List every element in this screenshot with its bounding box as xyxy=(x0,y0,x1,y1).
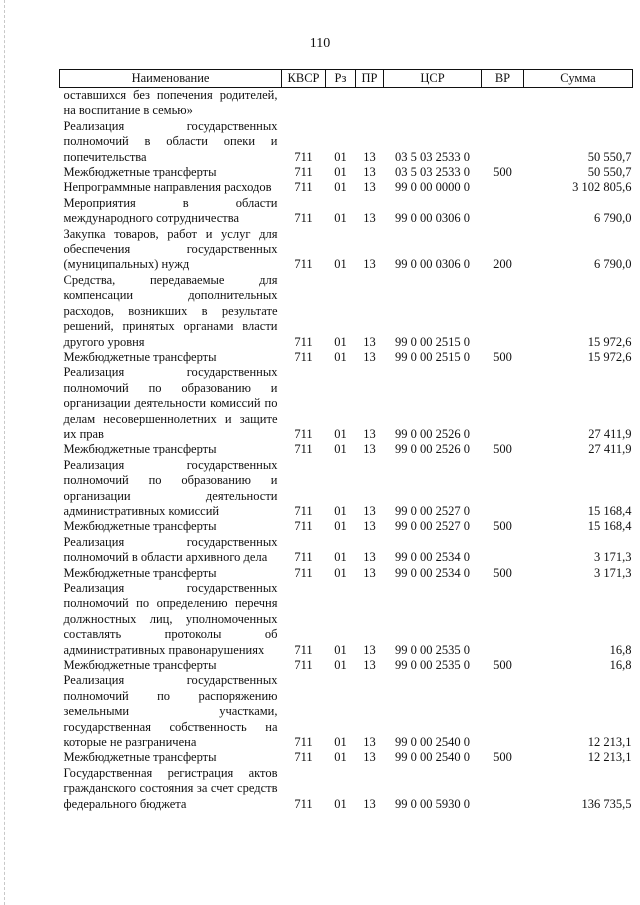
cell-csr: 99 0 00 2527 0 xyxy=(395,503,470,518)
cell-kvsr: 711 xyxy=(294,180,313,195)
cell-csr: 03 5 03 2533 0 xyxy=(395,165,470,180)
cell-vr xyxy=(482,119,524,165)
cell-vr: 500 xyxy=(493,165,512,180)
cell-name: Закупка товаров, работ и услуг для обеспечения государственных (муниципальных) нужд xyxy=(63,226,278,272)
cell-vr: 500 xyxy=(493,658,512,673)
cell-csr: 99 0 00 2527 0 xyxy=(395,519,470,534)
header-vr: ВР xyxy=(482,70,524,88)
cell-kvsr: 711 xyxy=(294,442,313,457)
cell-kvsr: 711 xyxy=(294,565,313,580)
cell-sum: 12 213,1 xyxy=(587,735,632,750)
cell-kvsr: 711 xyxy=(294,796,313,811)
cell-name: Межбюджетные трансферты xyxy=(63,349,217,364)
cell-pr: 13 xyxy=(363,180,376,195)
cell-csr: 99 0 00 2540 0 xyxy=(395,750,470,765)
cell-name: Межбюджетные трансферты xyxy=(63,750,217,765)
cell-sum: 50 550,7 xyxy=(587,165,632,180)
cell-csr: 99 0 00 0306 0 xyxy=(395,257,470,272)
cell-kvsr: 711 xyxy=(294,658,313,673)
cell-sum: 50 550,7 xyxy=(587,149,632,164)
cell-rz: 01 xyxy=(334,565,347,580)
cell-pr: 13 xyxy=(363,211,376,226)
cell-vr: 500 xyxy=(493,442,512,457)
table-row xyxy=(60,673,633,750)
cell-vr: 500 xyxy=(493,565,512,580)
cell-sum: 27 411,9 xyxy=(588,426,632,441)
table-row xyxy=(60,442,633,457)
table-header-row xyxy=(60,70,633,88)
cell-name: Межбюджетные трансферты xyxy=(63,658,217,673)
page-number: 110 xyxy=(309,36,331,51)
cell-sum: 27 411,9 xyxy=(588,442,632,457)
cell-rz: 01 xyxy=(334,750,347,765)
cell-sum: 6 790,0 xyxy=(594,257,632,272)
cell-kvsr: 711 xyxy=(294,165,313,180)
cell-csr: 99 0 00 0000 0 xyxy=(395,180,470,195)
cell-pr: 13 xyxy=(363,503,376,518)
cell-rz: 01 xyxy=(334,550,347,565)
cell-sum: 3 171,3 xyxy=(594,565,632,580)
cell-sum xyxy=(524,88,633,119)
cell-kvsr xyxy=(282,88,326,119)
table-row xyxy=(60,535,633,566)
table-row xyxy=(60,196,633,227)
cell-vr xyxy=(482,88,524,119)
cell-kvsr: 711 xyxy=(294,642,313,657)
cell-name: Реализация государственных полномочий в области опеки и попечительства xyxy=(63,118,278,164)
table-row xyxy=(60,165,633,180)
header-csr: ЦСР xyxy=(384,70,482,88)
cell-sum: 136 735,5 xyxy=(581,796,632,811)
cell-vr xyxy=(482,180,524,195)
cell-csr: 99 0 00 2534 0 xyxy=(395,565,470,580)
cell-csr: 99 0 00 2535 0 xyxy=(395,642,470,657)
cell-kvsr: 711 xyxy=(294,334,313,349)
header-rz: Рз xyxy=(326,70,356,88)
table-row xyxy=(60,519,633,534)
cell-name: Мероприятия в области международного сотрудничества xyxy=(63,195,278,226)
cell-vr xyxy=(482,766,524,812)
cell-name: Реализация государственных полномочий по определению перечня должностных лиц, уполномоченных составлять протоколы об административных правонарушениях xyxy=(63,581,278,657)
cell-pr: 13 xyxy=(363,658,376,673)
cell-rz xyxy=(326,88,356,119)
cell-rz: 01 xyxy=(334,180,347,195)
cell-rz: 01 xyxy=(334,426,347,441)
cell-csr: 99 0 00 2535 0 xyxy=(395,658,470,673)
cell-sum: 16,8 xyxy=(609,658,632,673)
cell-pr: 13 xyxy=(363,334,376,349)
header-name: Наименование xyxy=(60,70,282,88)
cell-vr xyxy=(482,196,524,227)
cell-csr: 99 0 00 2540 0 xyxy=(395,735,470,750)
cell-kvsr: 711 xyxy=(294,349,313,364)
cell-name: Реализация государственных полномочий в области архивного дела xyxy=(63,534,278,565)
cell-name: Межбюджетные трансферты xyxy=(63,519,217,534)
cell-pr: 13 xyxy=(363,165,376,180)
cell-rz: 01 xyxy=(334,642,347,657)
cell-name: оставшихся без попечения родителей, на воспитание в семью» xyxy=(63,88,278,118)
table-row xyxy=(60,766,633,812)
cell-pr: 13 xyxy=(363,642,376,657)
cell-kvsr: 711 xyxy=(294,257,313,272)
cell-pr: 13 xyxy=(363,349,376,364)
page-edge-line xyxy=(4,0,5,905)
cell-pr: 13 xyxy=(363,750,376,765)
cell-rz: 01 xyxy=(334,658,347,673)
cell-name: Межбюджетные трансферты xyxy=(63,442,217,457)
cell-sum: 6 790,0 xyxy=(594,211,632,226)
cell-rz: 01 xyxy=(334,442,347,457)
cell-pr: 13 xyxy=(363,735,376,750)
cell-kvsr: 711 xyxy=(294,750,313,765)
cell-vr: 500 xyxy=(493,349,512,364)
budget-table xyxy=(59,69,633,812)
cell-vr xyxy=(482,535,524,566)
cell-csr xyxy=(384,88,482,119)
cell-pr: 13 xyxy=(363,442,376,457)
table-row xyxy=(60,273,633,350)
table-row xyxy=(60,119,633,165)
cell-rz: 01 xyxy=(334,735,347,750)
table-row xyxy=(60,227,633,273)
cell-name: Межбюджетные трансферты xyxy=(63,565,217,580)
cell-vr: 200 xyxy=(493,257,512,272)
cell-vr: 500 xyxy=(493,750,512,765)
cell-pr: 13 xyxy=(363,519,376,534)
cell-sum: 12 213,1 xyxy=(587,750,632,765)
cell-csr: 99 0 00 0306 0 xyxy=(395,211,470,226)
cell-sum: 15 972,6 xyxy=(587,349,632,364)
cell-vr xyxy=(482,458,524,520)
cell-rz: 01 xyxy=(334,334,347,349)
cell-sum: 15 168,4 xyxy=(587,503,632,518)
cell-sum: 3 171,3 xyxy=(594,550,632,565)
cell-csr: 99 0 00 2534 0 xyxy=(395,550,470,565)
cell-name: Реализация государственных полномочий по распоряжению земельными участками, государственная собственность на которые не разграничена xyxy=(63,673,278,750)
cell-rz: 01 xyxy=(334,257,347,272)
cell-vr xyxy=(482,365,524,442)
cell-sum: 16,8 xyxy=(609,642,632,657)
cell-vr xyxy=(482,673,524,750)
cell-kvsr: 711 xyxy=(294,519,313,534)
cell-vr: 500 xyxy=(493,519,512,534)
cell-name: Реализация государственных полномочий по образованию и организации деятельности административных комиссий xyxy=(63,457,278,518)
table-row xyxy=(60,581,633,658)
cell-kvsr: 711 xyxy=(294,211,313,226)
cell-pr: 13 xyxy=(363,565,376,580)
cell-name: Государственная регистрация актов гражданского состояния за счет средств федерального бюджета xyxy=(63,765,278,811)
table-row xyxy=(60,750,633,765)
cell-csr: 99 0 00 2515 0 xyxy=(395,349,470,364)
table-row xyxy=(60,88,633,119)
cell-name: Средства, передаваемые для компенсации дополнительных расходов, возникших в результате решений, принятых органами власти другого уровня xyxy=(63,272,278,349)
cell-kvsr: 711 xyxy=(294,149,313,164)
cell-csr: 99 0 00 2515 0 xyxy=(395,334,470,349)
cell-kvsr: 711 xyxy=(294,735,313,750)
cell-csr: 99 0 00 5930 0 xyxy=(395,796,470,811)
cell-name: Непрограммные направления расходов xyxy=(63,180,272,195)
cell-name: Межбюджетные трансферты xyxy=(63,165,217,180)
cell-rz: 01 xyxy=(334,211,347,226)
table-row xyxy=(60,458,633,520)
table-row xyxy=(60,566,633,581)
cell-rz: 01 xyxy=(334,503,347,518)
cell-pr: 13 xyxy=(363,796,376,811)
cell-rz: 01 xyxy=(334,796,347,811)
cell-pr: 13 xyxy=(363,257,376,272)
cell-vr xyxy=(482,273,524,350)
header-kvsr: КВСР xyxy=(282,70,326,88)
cell-pr: 13 xyxy=(363,149,376,164)
header-pr: ПР xyxy=(356,70,384,88)
cell-kvsr: 711 xyxy=(294,550,313,565)
table-body xyxy=(60,88,633,813)
cell-sum: 15 972,6 xyxy=(587,334,632,349)
cell-pr xyxy=(356,88,384,119)
table-row xyxy=(60,180,633,195)
cell-sum: 3 102 805,6 xyxy=(572,180,632,195)
table-row xyxy=(60,658,633,673)
cell-rz: 01 xyxy=(334,149,347,164)
cell-csr: 03 5 03 2533 0 xyxy=(395,149,470,164)
cell-rz: 01 xyxy=(334,165,347,180)
header-sum: Сумма xyxy=(524,70,633,88)
cell-kvsr: 711 xyxy=(294,503,313,518)
cell-pr: 13 xyxy=(363,426,376,441)
cell-kvsr: 711 xyxy=(294,426,313,441)
cell-sum: 15 168,4 xyxy=(587,519,632,534)
cell-rz: 01 xyxy=(334,349,347,364)
cell-vr xyxy=(482,581,524,658)
cell-rz: 01 xyxy=(334,519,347,534)
table-row xyxy=(60,365,633,442)
cell-csr: 99 0 00 2526 0 xyxy=(395,442,470,457)
cell-name: Реализация государственных полномочий по образованию и организации деятельности комиссий по делам несовершеннолетних и защите их прав xyxy=(63,365,278,441)
cell-csr: 99 0 00 2526 0 xyxy=(395,426,470,441)
cell-pr: 13 xyxy=(363,550,376,565)
table-row xyxy=(60,350,633,365)
